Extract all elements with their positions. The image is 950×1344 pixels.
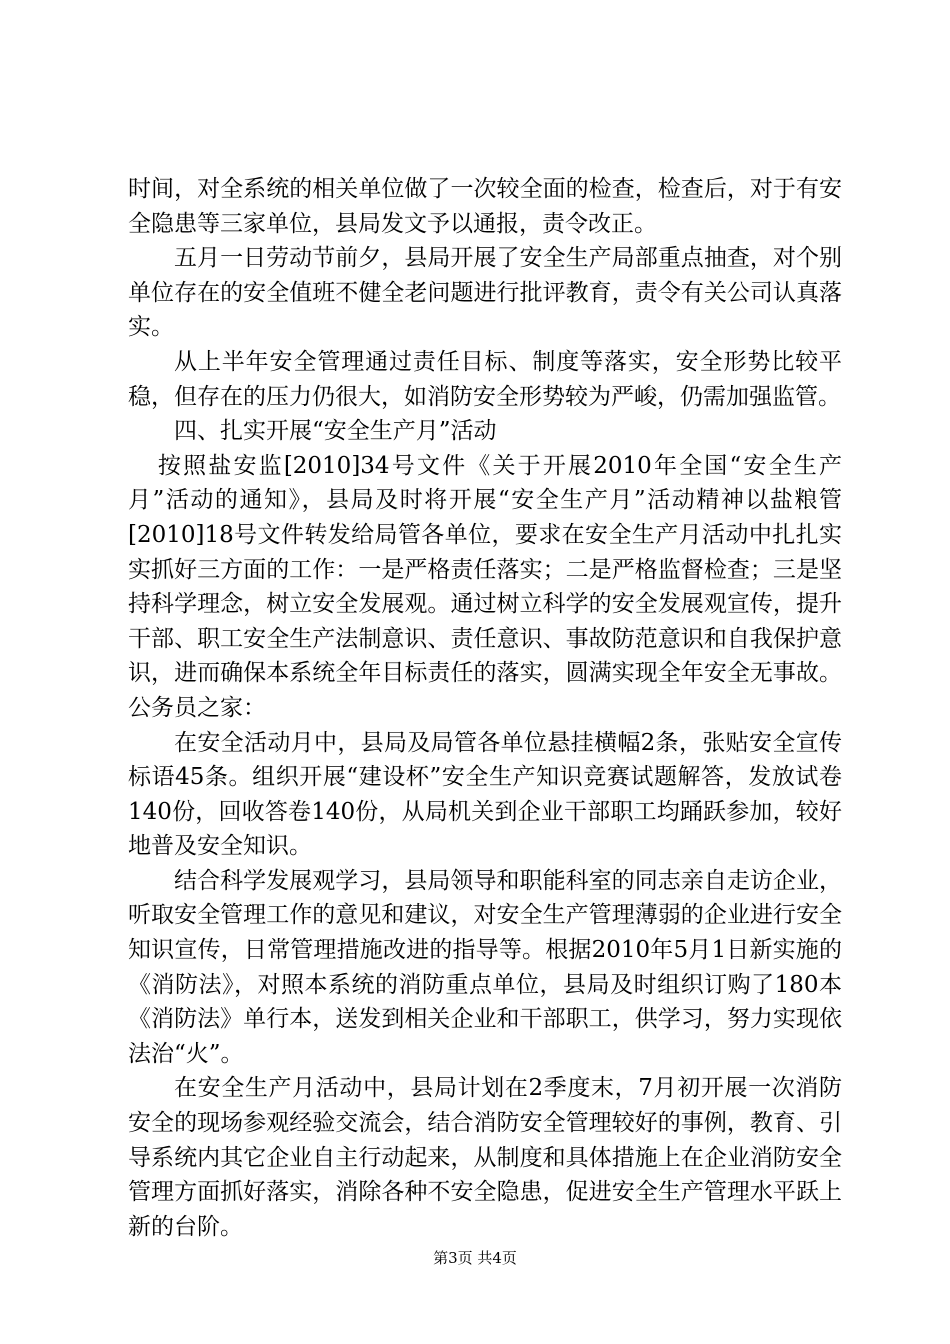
paragraph-6: 结合科学发展观学习，县局领导和职能科室的同志亲自走访企业，听取安全管理工作的意见和建议，对安全生产管理薄弱的企业进行安全知识宣传，日常管理措施改进的指导等。根据2010年5月1日新实施的《消防法》，对照本系统的消防重点单位，县局及时组织订购了180本《消防法》单行本，送发到相关企业和干部职工，供学习，努力实现依法治“火”。 <box>128 867 842 1067</box>
section-heading: 四、扎实开展“安全生产月”活动 <box>174 418 497 445</box>
paragraph-5: 在安全活动月中，县局及局管各单位悬挂横幅2条，张贴安全宣传标语45条。组织开展“建设杯”安全生产知识竞赛试题解答，发放试卷140份，回收答卷140份，从局机关到企业干部职工均踊跃参加，较好地普及安全知识。 <box>128 729 842 860</box>
paragraph-4: 按照盐安监[2010]34号文件《关于开展2010年全国“安全生产月”活动的通知》，县局及时将开展“安全生产月”活动精神以盐粮管[2010]18号文件转发给局管各单位，要求在安全生产月活动中扎扎实实抓好三方面的工作：一是严格责任落实；二是严格监督检查；三是坚持科学理念，树立安全发展观。通过树立科学的安全发展观宣传，提升干部、职工安全生产法制意识、责任意识、事故防范意识和自我保护意识，进而确保本系统全年目标责任的落实，圆满实现全年安全无事故。公务员之家： <box>128 452 842 721</box>
page-number-footer: 第3页 共4页 <box>433 1249 517 1267</box>
paragraph-2: 五月一日劳动节前夕，县局开展了安全生产局部重点抽查，对个别单位存在的安全值班不健全老问题进行批评教育，责令有关公司认真落实。 <box>128 245 842 341</box>
paragraph-7: 在安全生产月活动中，县局计划在2季度末，7月初开展一次消防安全的现场参观经验交流会，结合消防安全管理较好的事例，教育、引导系统内其它企业自主行动起来，从制度和具体措施上在企业消防安全管理方面抓好落实，消除各种不安全隐患，促进安全生产管理水平跃上新的台阶。 <box>128 1075 842 1240</box>
paragraph-1: 时间，对全系统的相关单位做了一次较全面的检查，检查后，对于有安全隐患等三家单位，县局发文予以通报，责令改正。 <box>128 176 842 237</box>
document-body <box>128 172 842 1244</box>
paragraph-3: 从上半年安全管理通过责任目标、制度等落实，安全形势比较平稳，但存在的压力仍很大，如消防安全形势较为严峻，仍需加强监管。 <box>128 348 842 410</box>
